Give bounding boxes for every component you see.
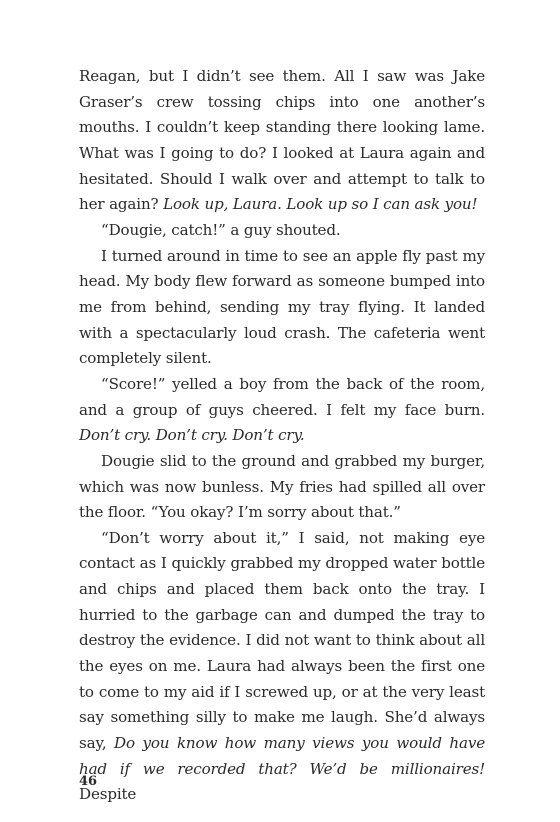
- paragraph-5: [79, 449, 485, 526]
- paragraph-6: [79, 526, 485, 808]
- page-number: 46: [79, 774, 98, 789]
- text-run: “Score!” yelled a boy from the back of the room, and a group of guys cheered. I felt my face burn.: [79, 374, 485, 419]
- text-run: “Dougie, catch!” a guy shouted.: [101, 220, 341, 239]
- text-run: Reagan, but I didn’t see them. All I saw was Jake Graser’s crew tossing chips into one another’s mouths. I couldn’t keep standing there looking lame. What was I going to do? I looked at Laura again and hesitated. Should I walk over and attempt to talk to her again?: [79, 67, 485, 214]
- text-run: I turned around in time to see an apple fly past my head. My body flew forward as someone bumped into me from behind, sending my tray flying. It landed with a spectacularly loud crash. The cafeteria went completely silent.: [79, 246, 485, 368]
- paragraph-1: [79, 64, 485, 218]
- italic-quote: Do you know how many views you would have had if we recorded that? We’d be millionaires!: [79, 734, 485, 778]
- paragraph-3: [79, 244, 485, 372]
- text-run: Despite: [79, 785, 137, 804]
- italic-thought: Don’t cry. Don’t cry. Don’t cry.: [79, 426, 305, 445]
- paragraph-2: [79, 218, 485, 244]
- text-run: “Don’t worry about it,” I said, not making eye contact as I quickly grabbed my dropped water bottle and chips and placed them back onto the tray. I hurried to the garbage can and dumped the tray to destroy the evidence. I did not want to think about all the eyes on me. Laura had always been the first one to come to my aid if I screwed up, or at the very least say something silly to make me laugh. She’d always say,: [79, 528, 485, 753]
- italic-thought: Look up, Laura. Look up so I can ask you!: [163, 195, 478, 214]
- text-run: Dougie slid to the ground and grabbed my burger, which was now bunless. My fries had spilled all over the floor. “You okay? I’m sorry about that.”: [79, 451, 485, 522]
- body-text: [79, 64, 485, 808]
- paragraph-4: [79, 372, 485, 449]
